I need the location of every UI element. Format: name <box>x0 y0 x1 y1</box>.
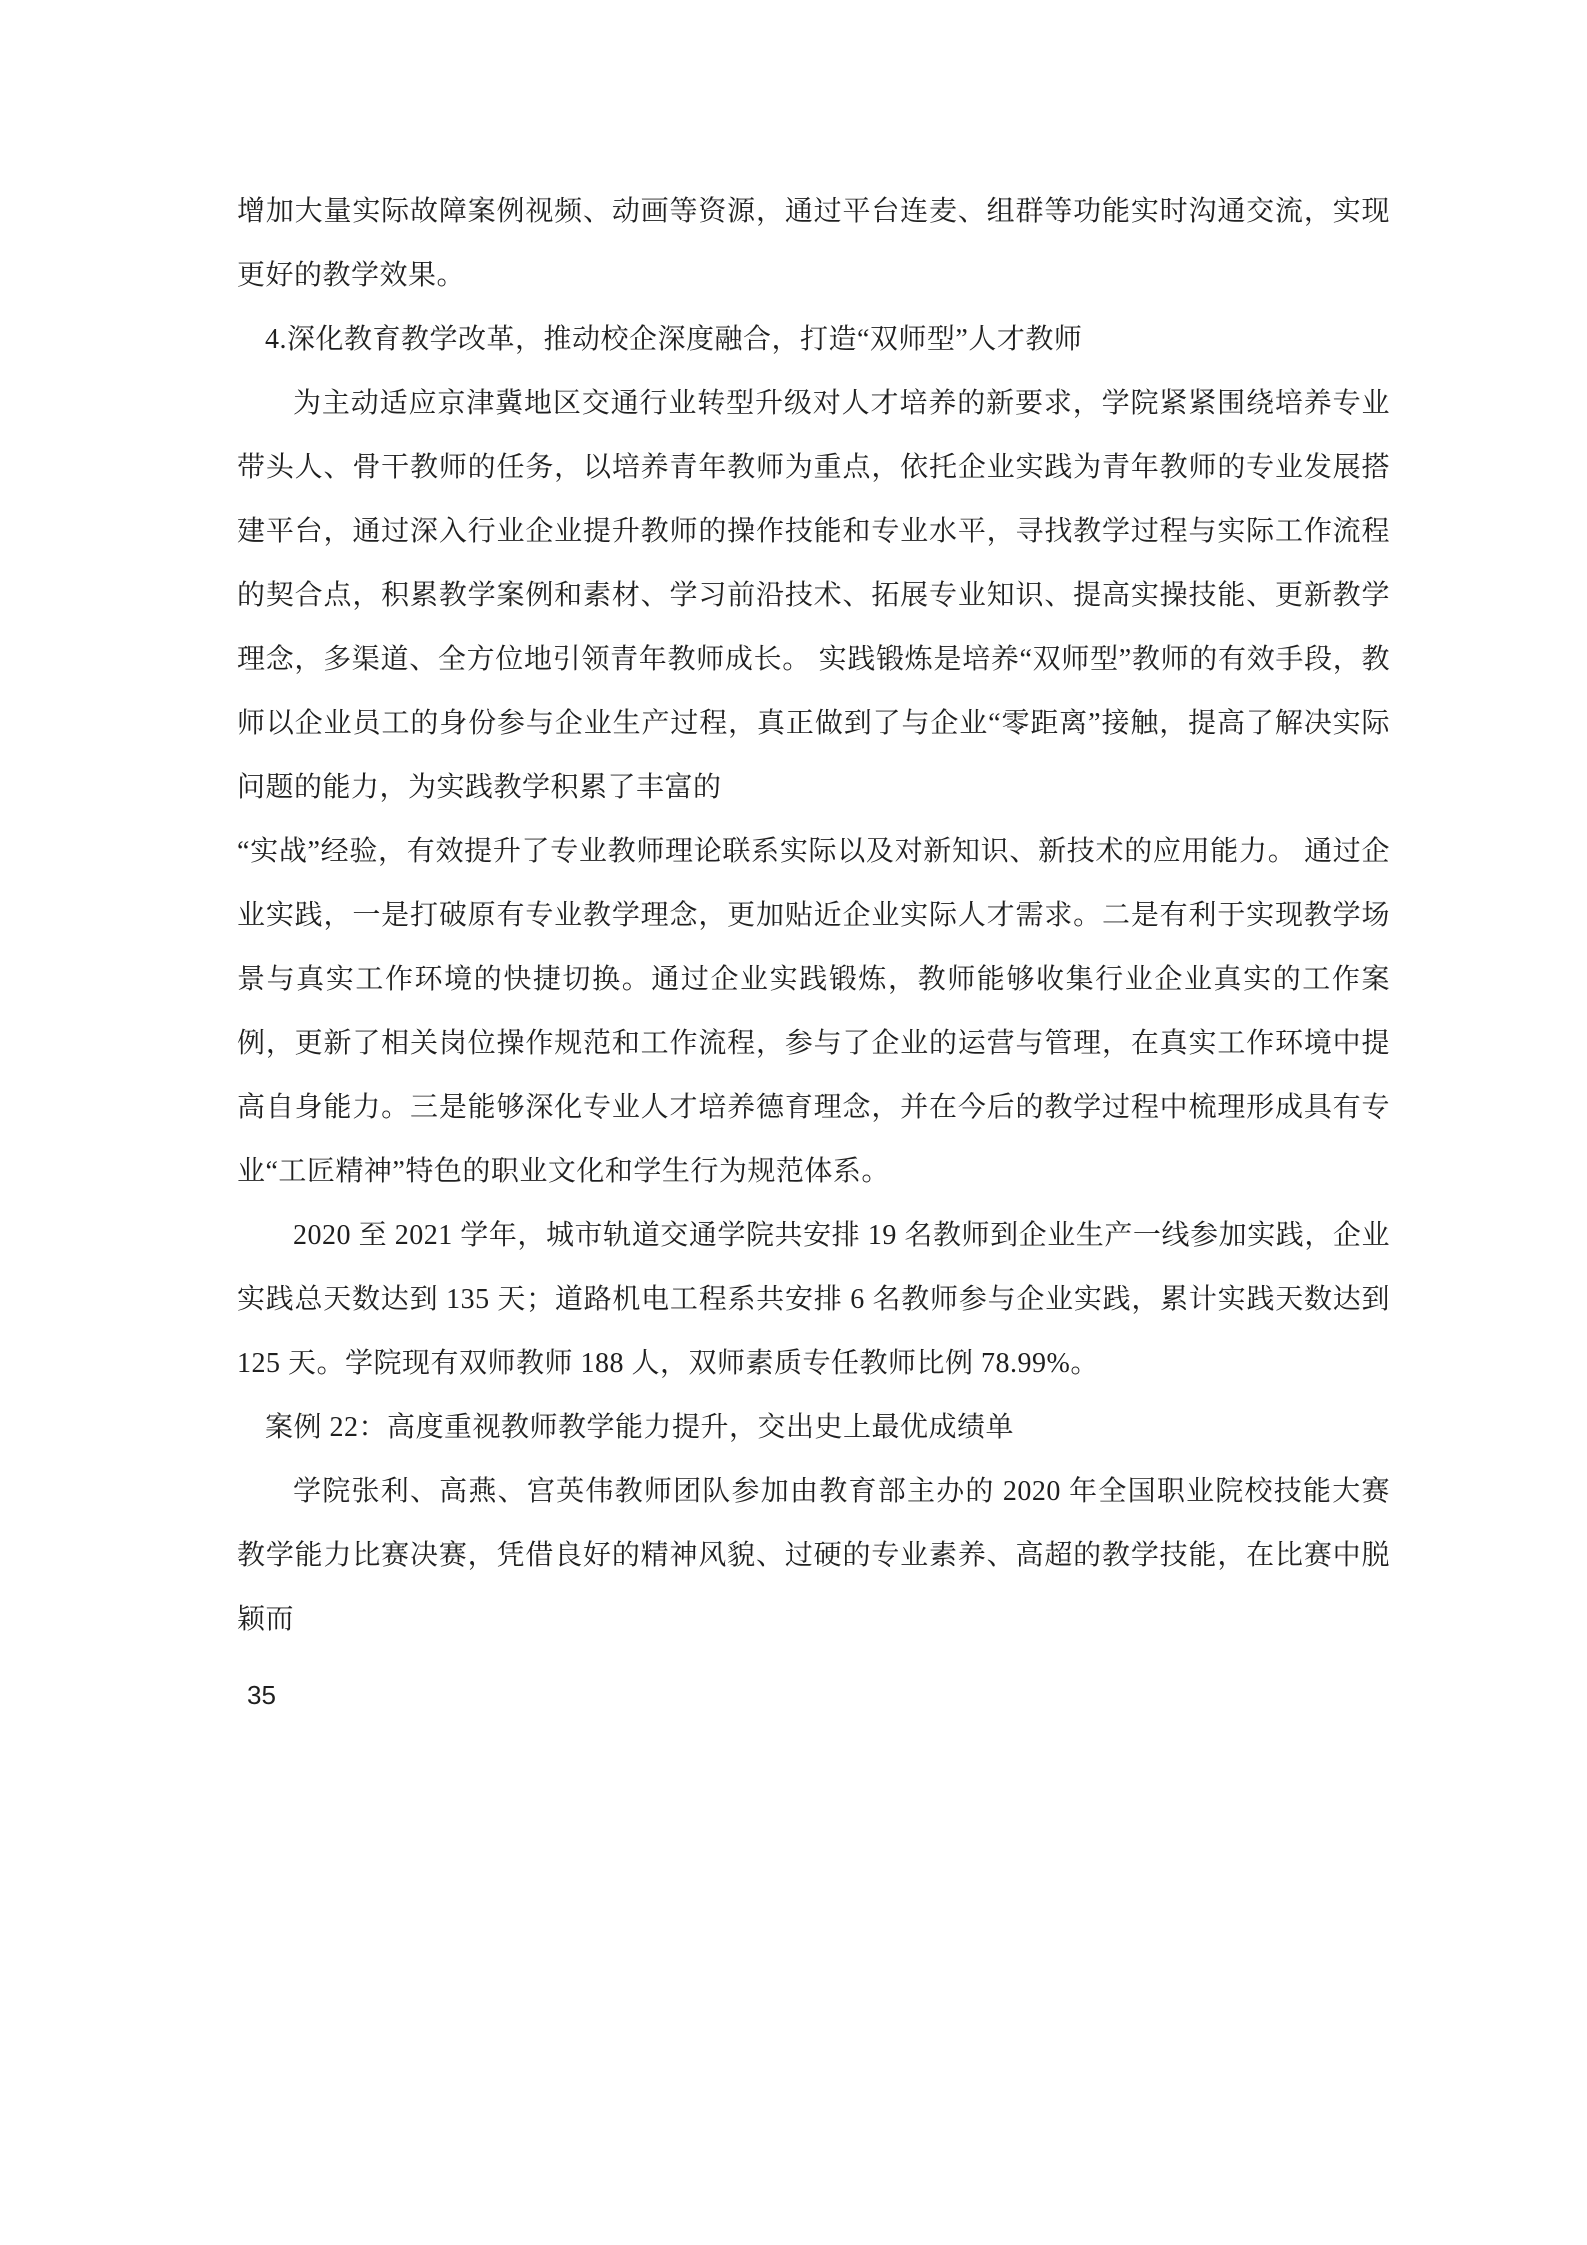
paragraph-intro-continuation: 增加大量实际故障案例视频、动画等资源，通过平台连麦、组群等功能实时沟通交流，实现更好的教学效果。 <box>237 196 1390 291</box>
section-heading-4: 4.深化教育教学改革，推动校企深度融合，打造“双师型”人才教师 <box>265 324 1083 355</box>
document-text-block <box>237 180 1390 1652</box>
case-22-heading: 案例 22：高度重视教师教学能力提升，交出史上最优成绩单 <box>265 1412 1015 1443</box>
page-number: 35 <box>247 1680 276 1710</box>
paragraph-practice-experience: “实战”经验，有效提升了专业教师理论联系实际以及对新知识、新技术的应用能力。 通过企业实践，一是打破原有专业教学理念，更加贴近企业实际人才需求。二是有利于实现教学场景与真实工作环境的快捷切换。通过企业实践锻炼，教师能够收集行业企业真实的工作案例，更新了相关岗位操作规范和工作流程，参与了企业的运营与管理，在真实工作环境中提高自身能力。三是能够深化专业人才培养德育理念，并在今后的教学过程中梳理形成具有专业“工匠精神”特色的职业文化和学生行为规范体系。 <box>237 836 1390 1187</box>
paragraph-teacher-development: 为主动适应京津冀地区交通行业转型升级对人才培养的新要求，学院紧紧围绕培养专业带头人、骨干教师的任务，以培养青年教师为重点，依托企业实践为青年教师的专业发展搭建平台，通过深入行业企业提升教师的操作技能和专业水平，寻找教学过程与实际工作流程的契合点，积累教学案例和素材、学习前沿技术、拓展专业知识、提高实操技能、更新教学理念，多渠道、全方位地引领青年教师成长。 实践锻炼是培养“双师型”教师的有效手段，教师以企业员工的身份参与企业生产过程，真正做到了与企业“零距离”接触，提高了解决实际问题的能力，为实践教学积累了丰富的 <box>237 388 1390 803</box>
paragraph-statistics: 2020 至 2021 学年，城市轨道交通学院共安排 19 名教师到企业生产一线参加实践，企业实践总天数达到 135 天；道路机电工程系共安排 6 名教师参与企业实践，累计实践天数达到 125 天。学院现有双师教师 188 人，双师素质专任教师比例 78.99%。 <box>237 1220 1390 1379</box>
paragraph-case-detail: 学院张利、高燕、宫英伟教师团队参加由教育部主办的 2020 年全国职业院校技能大赛教学能力比赛决赛，凭借良好的精神风貌、过硬的专业素养、高超的教学技能，在比赛中脱颖而 <box>237 1476 1390 1635</box>
